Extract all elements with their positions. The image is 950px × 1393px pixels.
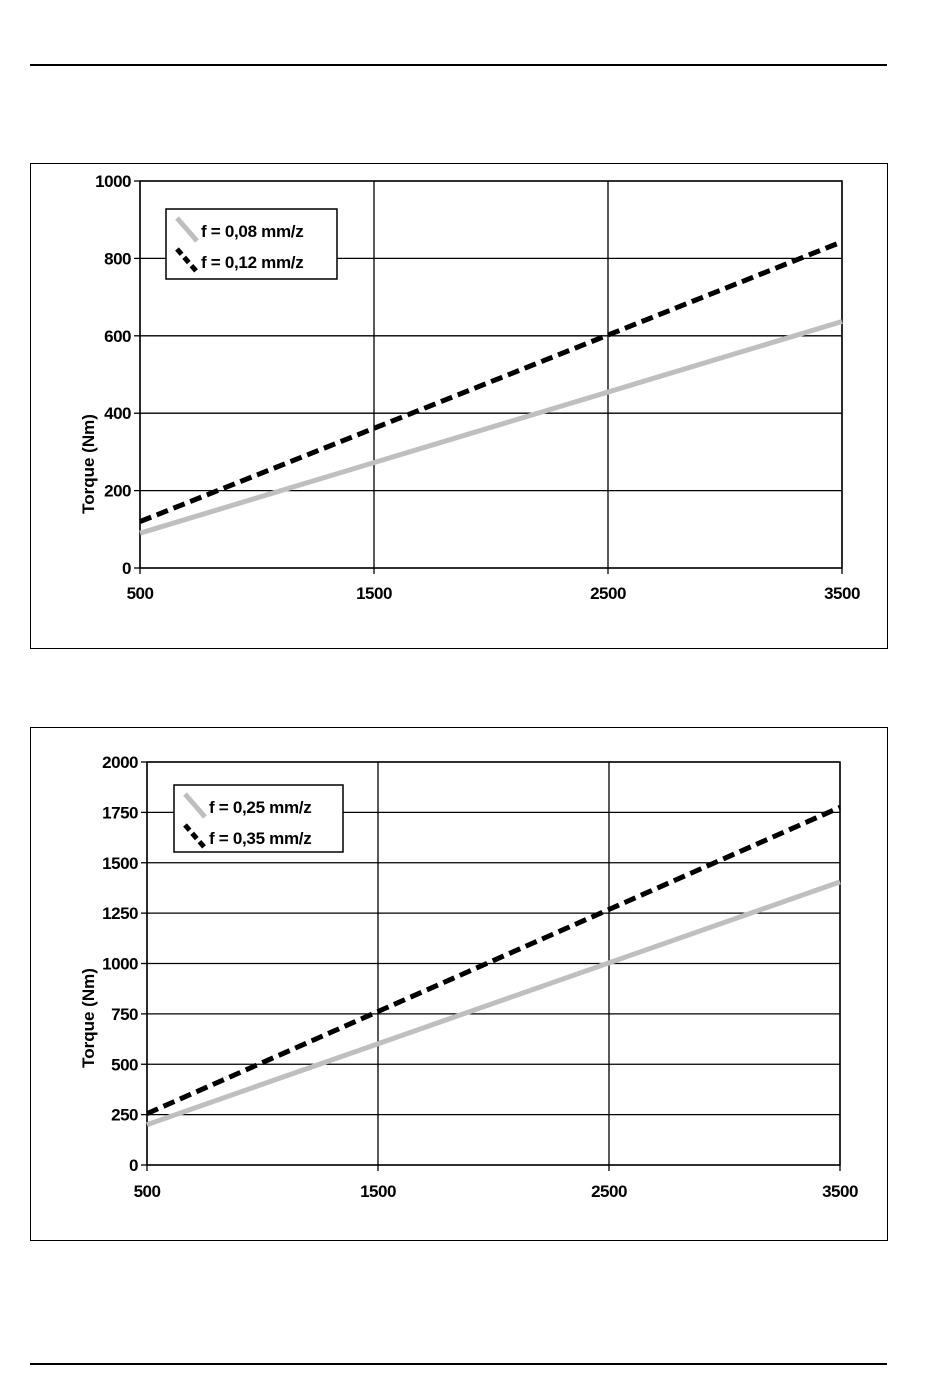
series-line [140,321,842,533]
x-tick-label: 1500 [356,584,392,603]
y-tick-label: 250 [111,1105,138,1125]
y-tick-label: 500 [111,1055,138,1075]
chart-1-svg [31,164,887,648]
x-tick-label: 3500 [822,1182,858,1201]
y-tick-label: 800 [104,249,131,269]
y-tick-label: 1250 [102,904,138,924]
legend-label: f = 0,08 mm/z [201,222,304,241]
y-tick-label: 750 [111,1004,138,1024]
y-axis-title: Torque (Nm) [79,968,98,1068]
bottom-rule [30,1363,887,1365]
x-tick-label: 1500 [360,1182,396,1201]
y-tick-label: 1500 [102,853,138,873]
chart-2-svg [31,728,887,1240]
y-tick-label: 200 [104,481,131,501]
y-tick-label: 600 [104,326,131,346]
y-tick-label: 2000 [102,753,138,772]
y-tick-label: 400 [104,404,131,424]
x-tick-label: 500 [126,584,154,603]
legend-label: f = 0,12 mm/z [201,253,304,272]
x-tick-label: 500 [133,1182,161,1201]
y-tick-label: 0 [129,1156,138,1175]
y-tick-label: 1000 [95,172,131,191]
x-tick-label: 2500 [591,1182,627,1201]
y-axis-title: Torque (Nm) [79,414,98,514]
series-line [140,242,842,522]
series-line [147,807,840,1113]
y-tick-label: 0 [122,559,131,578]
x-tick-label: 3500 [824,584,860,603]
y-tick-label: 1000 [102,954,138,974]
torque-chart-1 [30,163,888,649]
x-tick-label: 2500 [590,584,626,603]
torque-chart-2 [30,727,888,1241]
legend-label: f = 0,25 mm/z [209,798,312,817]
series-line [147,882,840,1125]
y-tick-label: 1750 [102,803,138,823]
legend-label: f = 0,35 mm/z [209,829,312,848]
top-rule [30,64,887,66]
